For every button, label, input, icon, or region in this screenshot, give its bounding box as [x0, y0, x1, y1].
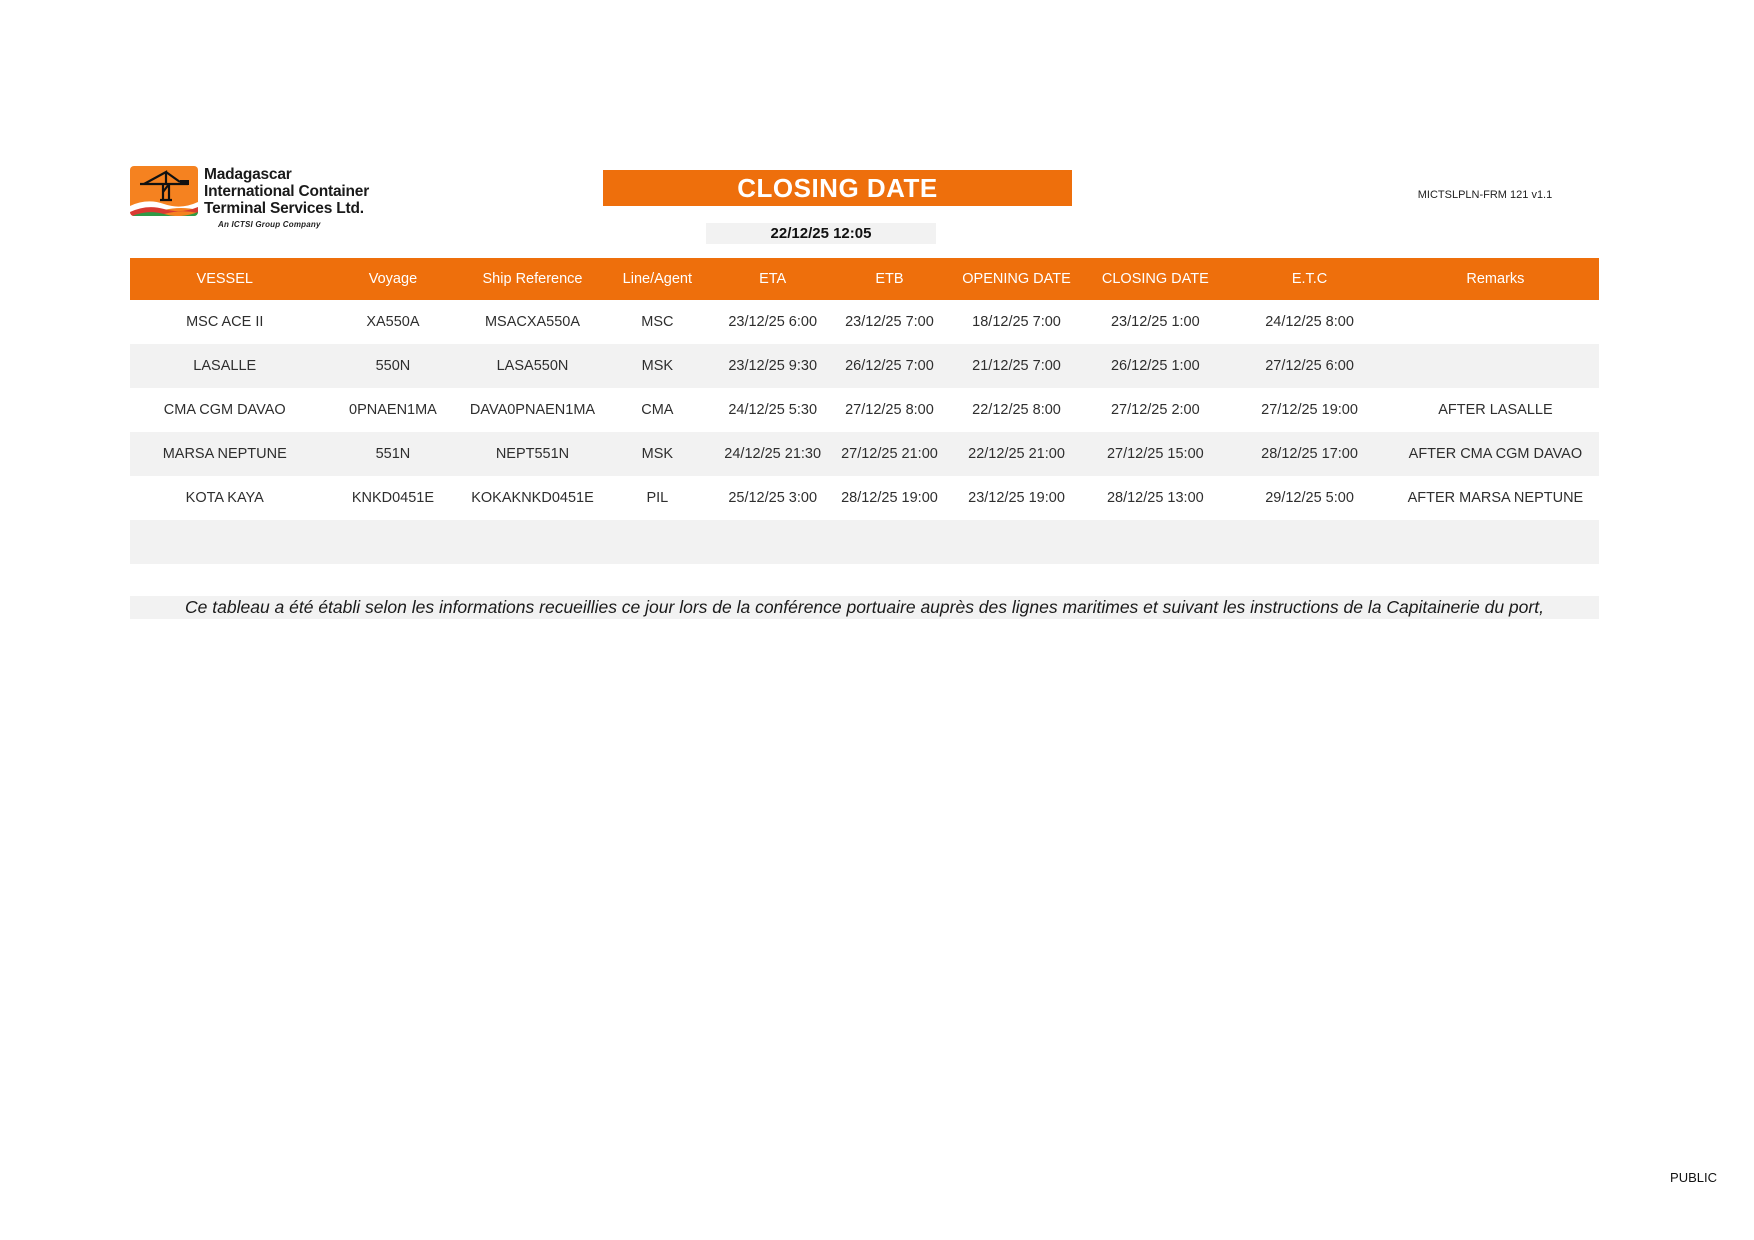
table-cell — [716, 520, 829, 564]
column-header-closing-date: CLOSING DATE — [1101, 271, 1209, 287]
table-cell: KOKAKNKD0451E — [466, 476, 598, 520]
column-header-vessel: VESSEL — [196, 271, 253, 287]
vessel-schedule-table — [130, 258, 1599, 564]
crane-logo-icon — [130, 166, 198, 218]
table-cell — [599, 520, 717, 564]
table-cell: XA550A — [320, 300, 467, 344]
column-header-etb: ETB — [875, 271, 904, 287]
table-cell: 23/12/25 9:30 — [716, 344, 829, 388]
table-cell: CMA — [599, 388, 717, 432]
table-cell: MSC — [599, 300, 717, 344]
table-cell — [130, 520, 320, 564]
table-cell: 26/12/25 1:00 — [1083, 344, 1227, 388]
table-cell: 27/12/25 19:00 — [1227, 388, 1392, 432]
table-cell: 18/12/25 7:00 — [950, 300, 1084, 344]
table-cell: MSC ACE II — [130, 300, 320, 344]
table-cell: CMA CGM DAVAO — [130, 388, 320, 432]
table-cell: DAVA0PNAEN1MA — [466, 388, 598, 432]
table-cell: 26/12/25 7:00 — [829, 344, 949, 388]
table-cell: AFTER LASALLE — [1392, 388, 1599, 432]
table-row — [130, 344, 1599, 388]
logo-text-line1: Madagascar — [204, 166, 292, 183]
table-cell — [1392, 300, 1599, 344]
table-cell: MARSA NEPTUNE — [130, 432, 320, 476]
table-cell — [1227, 520, 1392, 564]
logo-tagline: An ICTSI Group Company — [218, 220, 321, 229]
table-row — [130, 388, 1599, 432]
table-cell: LASALLE — [130, 344, 320, 388]
table-cell: PIL — [599, 476, 717, 520]
table-cell: MSK — [599, 344, 717, 388]
table-cell: NEPT551N — [466, 432, 598, 476]
table-cell: 23/12/25 6:00 — [716, 300, 829, 344]
table-cell: 23/12/25 1:00 — [1083, 300, 1227, 344]
table-cell: 27/12/25 2:00 — [1083, 388, 1227, 432]
table-header-row — [130, 258, 1599, 300]
table-cell: KOTA KAYA — [130, 476, 320, 520]
form-code: MICTSLPLN-FRM 121 v1.1 — [1417, 189, 1553, 201]
column-header-e-t-c: E.T.C — [1291, 271, 1328, 287]
table-cell: 23/12/25 19:00 — [950, 476, 1084, 520]
table-cell: 28/12/25 17:00 — [1227, 432, 1392, 476]
table-cell: 550N — [320, 344, 467, 388]
table-row — [130, 300, 1599, 344]
table-cell: 21/12/25 7:00 — [950, 344, 1084, 388]
column-header-voyage: Voyage — [368, 271, 418, 287]
table-cell — [1083, 520, 1227, 564]
table-cell: 27/12/25 6:00 — [1227, 344, 1392, 388]
table-cell: 24/12/25 21:30 — [716, 432, 829, 476]
table-cell — [1392, 344, 1599, 388]
table-row — [130, 432, 1599, 476]
column-header-remarks: Remarks — [1466, 271, 1525, 287]
table-cell: 28/12/25 19:00 — [829, 476, 949, 520]
table-cell — [1392, 520, 1599, 564]
table-cell: 27/12/25 8:00 — [829, 388, 949, 432]
table-cell: AFTER CMA CGM DAVAO — [1392, 432, 1599, 476]
table-cell: 24/12/25 5:30 — [716, 388, 829, 432]
table-cell — [829, 520, 949, 564]
column-header-line-agent: Line/Agent — [622, 271, 693, 287]
table-cell: 23/12/25 7:00 — [829, 300, 949, 344]
classification-label: PUBLIC — [1670, 1170, 1717, 1185]
table-cell: 27/12/25 21:00 — [829, 432, 949, 476]
table-cell: 551N — [320, 432, 467, 476]
footer-note: Ce tableau a été établi selon les informations recueillies ce jour lors de la conférence portuaire auprès des lignes maritimes et suivant les instructions de la Capitainerie du port, — [130, 596, 1599, 619]
logo-text-line3: Terminal Services Ltd. — [204, 200, 364, 217]
column-header-opening-date: OPENING DATE — [962, 271, 1071, 287]
table-cell: 0PNAEN1MA — [320, 388, 467, 432]
table-cell: 29/12/25 5:00 — [1227, 476, 1392, 520]
column-header-ship-reference: Ship Reference — [482, 271, 583, 287]
column-header-eta: ETA — [759, 271, 787, 287]
table-cell: 22/12/25 8:00 — [950, 388, 1084, 432]
table-cell: 25/12/25 3:00 — [716, 476, 829, 520]
table-cell: 28/12/25 13:00 — [1083, 476, 1227, 520]
table-cell: 24/12/25 8:00 — [1227, 300, 1392, 344]
report-timestamp: 22/12/25 12:05 — [706, 223, 936, 244]
table-cell: LASA550N — [466, 344, 598, 388]
table-cell — [466, 520, 598, 564]
closing-date-banner: CLOSING DATE — [603, 170, 1072, 206]
table-cell — [320, 520, 467, 564]
table-cell: KNKD0451E — [320, 476, 467, 520]
table-cell: 27/12/25 15:00 — [1083, 432, 1227, 476]
table-cell: MSACXA550A — [466, 300, 598, 344]
company-logo — [130, 166, 369, 229]
table-cell — [950, 520, 1084, 564]
table-cell: 22/12/25 21:00 — [950, 432, 1084, 476]
table-row — [130, 520, 1599, 564]
table-row — [130, 476, 1599, 520]
table-cell: AFTER MARSA NEPTUNE — [1392, 476, 1599, 520]
table-cell: MSK — [599, 432, 717, 476]
logo-text-line2: International Container — [204, 183, 370, 200]
